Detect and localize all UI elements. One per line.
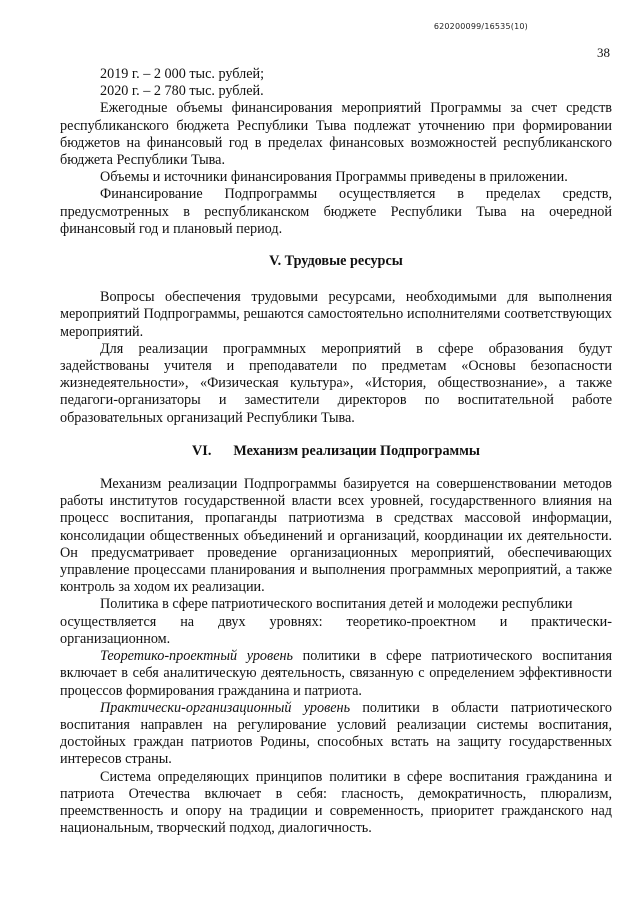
paragraph-principles-system: Система определяющих принципов политики в сфере воспитания гражданина и патриота Отечества включает в себя: гласность, демократичность, плюрализм, преемственность и опору на традиции и современность, приоритет гражданского над национальным, творческий подход, диалогичность. xyxy=(60,768,612,837)
policy-word: на xyxy=(180,613,195,630)
policy-word: и xyxy=(499,613,508,630)
policy-word: двух xyxy=(217,613,246,630)
paragraph-labor-1: Вопросы обеспечения трудовыми ресурсами, необходимыми для выполнения мероприятий Подпрограммы, решаются самостоятельно исполнителями соответствующих мероприятий. xyxy=(60,289,612,340)
theoretical-level-text: политики в сфере патриотического воспитания включает в себя аналитическую деятельность, связанную с определением эффективности процессов формирования гражданина и патриота. xyxy=(60,648,612,699)
section-heading-labor-resources: V. Трудовые ресурсы xyxy=(269,253,403,270)
policy-word: практически- xyxy=(531,613,612,630)
funding-2019-line: 2019 г. – 2 000 тыс. рублей; xyxy=(100,66,265,82)
paragraph-mechanism: Механизм реализации Подпрограммы базируется на совершенствовании методов работы институтов государственной власти всех уровней, государственного влияния на процесс воспитания, пропаганды патриотизма в средствах массовой информации, консолидации общественных объединений и организаций, координации их деятельности. Он предусматривает проведение организационных мероприятий, обеспечивающих управление процессами планирования и выполнения программных мероприятий, а также контроль за ходом их реализации. xyxy=(60,476,612,596)
policy-word: теоретико-проектном xyxy=(346,613,476,630)
paragraph-practical-level xyxy=(60,700,612,769)
paragraph-policy-line-1: Политика в сфере патриотического воспитания детей и молодежи республики xyxy=(100,596,573,613)
practical-level-text: политики в области патриотического воспитания направлен на регулирование условий реализации системы воспитания, достойных граждан патриотов Родины, способных встать на защиту государственных интересов страны. xyxy=(60,699,612,768)
paragraph-annual-funding: Ежегодные объемы финансирования мероприятий Программы за счет средств республиканского бюджета Республики Тыва подлежат уточнению при формировании бюджетов на финансовый год в пределах финансовых возможностей республиканского бюджета Республики Тыва. xyxy=(60,100,612,169)
italic-term-theoretical: Теоретико-проектный уровень xyxy=(100,648,293,665)
paragraph-labor-2: Для реализации программных мероприятий в сфере образования будут задействованы учителя и преподаватели по предметам «Основы безопасности жизнедеятельности», «Физическая культура», «История, обществознание», а также педагоги-организаторы и заместители директоров по воспитательной работе образовательных организаций Республики Тыва. xyxy=(60,340,612,426)
policy-word: уровнях: xyxy=(269,613,323,630)
page-number: 38 xyxy=(597,45,610,60)
paragraph-theoretical-level xyxy=(60,648,612,700)
paragraph-policy-line-2 xyxy=(60,614,612,631)
section-heading-mechanism xyxy=(60,443,612,460)
page-content xyxy=(60,66,612,837)
paragraph-financing: Финансирование Подпрограммы осуществляется в пределах средств, предусмотренных в республиканском бюджете Республики Тыва на очередной финансовый год и плановый период. xyxy=(60,186,612,237)
paragraph-policy-line-3: организационном. xyxy=(60,630,171,647)
section-title: Механизм реализации Подпрограммы xyxy=(233,442,480,459)
section-number: VI. xyxy=(192,442,212,459)
document-id: 620200099/16535(10) xyxy=(433,22,528,31)
funding-2020-line: 2020 г. – 2 780 тыс. рублей. xyxy=(100,83,264,100)
italic-term-practical: Практически-организационный уровень xyxy=(100,699,351,716)
paragraph-funding-sources: Объемы и источники финансирования Программы приведены в приложении. xyxy=(100,169,568,186)
policy-word: осуществляется xyxy=(60,613,157,630)
